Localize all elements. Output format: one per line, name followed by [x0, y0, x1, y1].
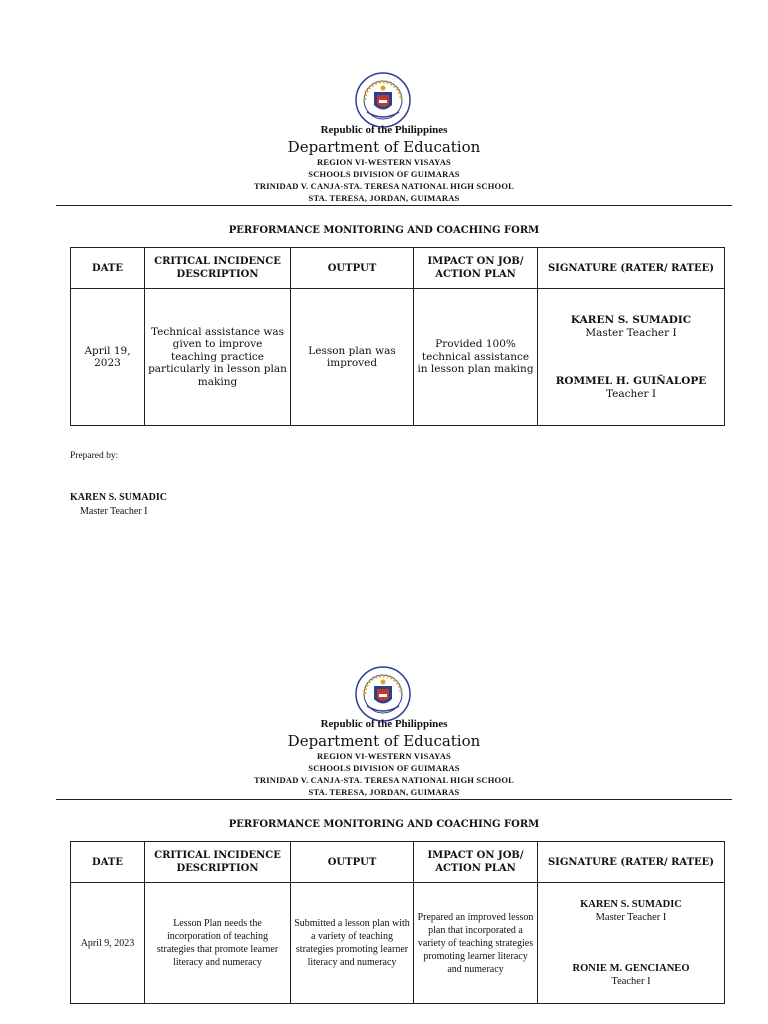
table-header-row	[71, 248, 725, 289]
table-header-row	[71, 842, 725, 883]
coaching-table	[70, 841, 725, 1004]
rater-position: Master Teacher I	[585, 326, 677, 339]
description-column-header: CRITICAL INCIDENCE DESCRIPTION	[145, 842, 291, 883]
date-column-header: DATE	[71, 842, 145, 883]
deped-seal-logo	[355, 666, 411, 722]
school-line: TRINIDAD V. CANJA-STA. TERESA NATIONAL HIGH SCHOOL	[253, 775, 515, 785]
form-title: PERFORMANCE MONITORING AND COACHING FORM	[228, 819, 540, 830]
preparer-position: Master Teacher I	[80, 506, 148, 517]
date-cell: April 9, 2023	[71, 883, 145, 1004]
department-heading: Department of Education	[287, 138, 481, 156]
form-title: PERFORMANCE MONITORING AND COACHING FORM	[228, 225, 540, 236]
date-cell: April 19, 2023	[71, 289, 145, 426]
deped-seal-icon	[355, 72, 411, 128]
signature-column-header: SIGNATURE (RATER/ RATEE)	[538, 248, 725, 289]
region-line: REGION VI-WESTERN VISAYAS	[317, 157, 451, 167]
description-column-header: CRITICAL INCIDENCE DESCRIPTION	[145, 248, 291, 289]
ratee-name: ROMMEL H. GUIÑALOPE	[555, 375, 707, 387]
deped-seal-icon	[355, 666, 411, 722]
coaching-table	[70, 247, 725, 426]
signature-cell	[538, 289, 725, 426]
date-column-header: DATE	[71, 248, 145, 289]
school-line: TRINIDAD V. CANJA-STA. TERESA NATIONAL HIGH SCHOOL	[253, 181, 515, 191]
impact-column-header: IMPACT ON JOB/ ACTION PLAN	[414, 842, 538, 883]
header-divider	[56, 205, 732, 206]
rater-name: KAREN S. SUMADIC	[570, 314, 692, 326]
output-column-header: OUTPUT	[291, 248, 414, 289]
division-line: SCHOOLS DIVISION OF GUIMARAS	[308, 763, 460, 773]
output-cell: Lesson plan was improved	[291, 289, 414, 426]
description-cell: Technical assistance was given to improve teaching practice particularly in lesson plan making	[145, 289, 291, 426]
republic-heading: Republic of the Philippines	[320, 124, 448, 136]
description-cell: Lesson Plan needs the incorporation of teaching strategies that promote learner literacy and numeracy	[145, 883, 291, 1004]
address-line: STA. TERESA, JORDAN, GUIMARAS	[308, 787, 460, 797]
table-row	[71, 289, 725, 426]
address-line: STA. TERESA, JORDAN, GUIMARAS	[308, 193, 460, 203]
impact-cell: Prepared an improved lesson plan that incorporated a variety of teaching strategies promoting learner literacy and numeracy	[414, 883, 538, 1004]
rater-name: KAREN S. SUMADIC	[580, 899, 682, 910]
output-cell: Submitted a lesson plan with a variety of teaching strategies promoting learner literacy and numeracy	[291, 883, 414, 1004]
ratee-position: Teacher I	[605, 387, 657, 400]
division-line: SCHOOLS DIVISION OF GUIMARAS	[308, 169, 460, 179]
impact-column-header: IMPACT ON JOB/ ACTION PLAN	[414, 248, 538, 289]
prepared-by-label: Prepared by:	[70, 451, 119, 461]
table-row	[71, 883, 725, 1004]
header-divider	[56, 799, 732, 800]
impact-cell: Provided 100% technical assistance in lesson plan making	[414, 289, 538, 426]
deped-seal-logo	[355, 72, 411, 128]
signature-cell	[538, 883, 725, 1004]
preparer-name: KAREN S. SUMADIC	[70, 492, 167, 503]
republic-heading: Republic of the Philippines	[320, 718, 448, 730]
department-heading: Department of Education	[287, 732, 481, 750]
ratee-name: RONIE M. GENCIANEO	[572, 963, 690, 974]
rater-position: Master Teacher I	[595, 912, 667, 923]
region-line: REGION VI-WESTERN VISAYAS	[317, 751, 451, 761]
output-column-header: OUTPUT	[291, 842, 414, 883]
signature-column-header: SIGNATURE (RATER/ RATEE)	[538, 842, 725, 883]
ratee-position: Teacher I	[611, 976, 651, 987]
